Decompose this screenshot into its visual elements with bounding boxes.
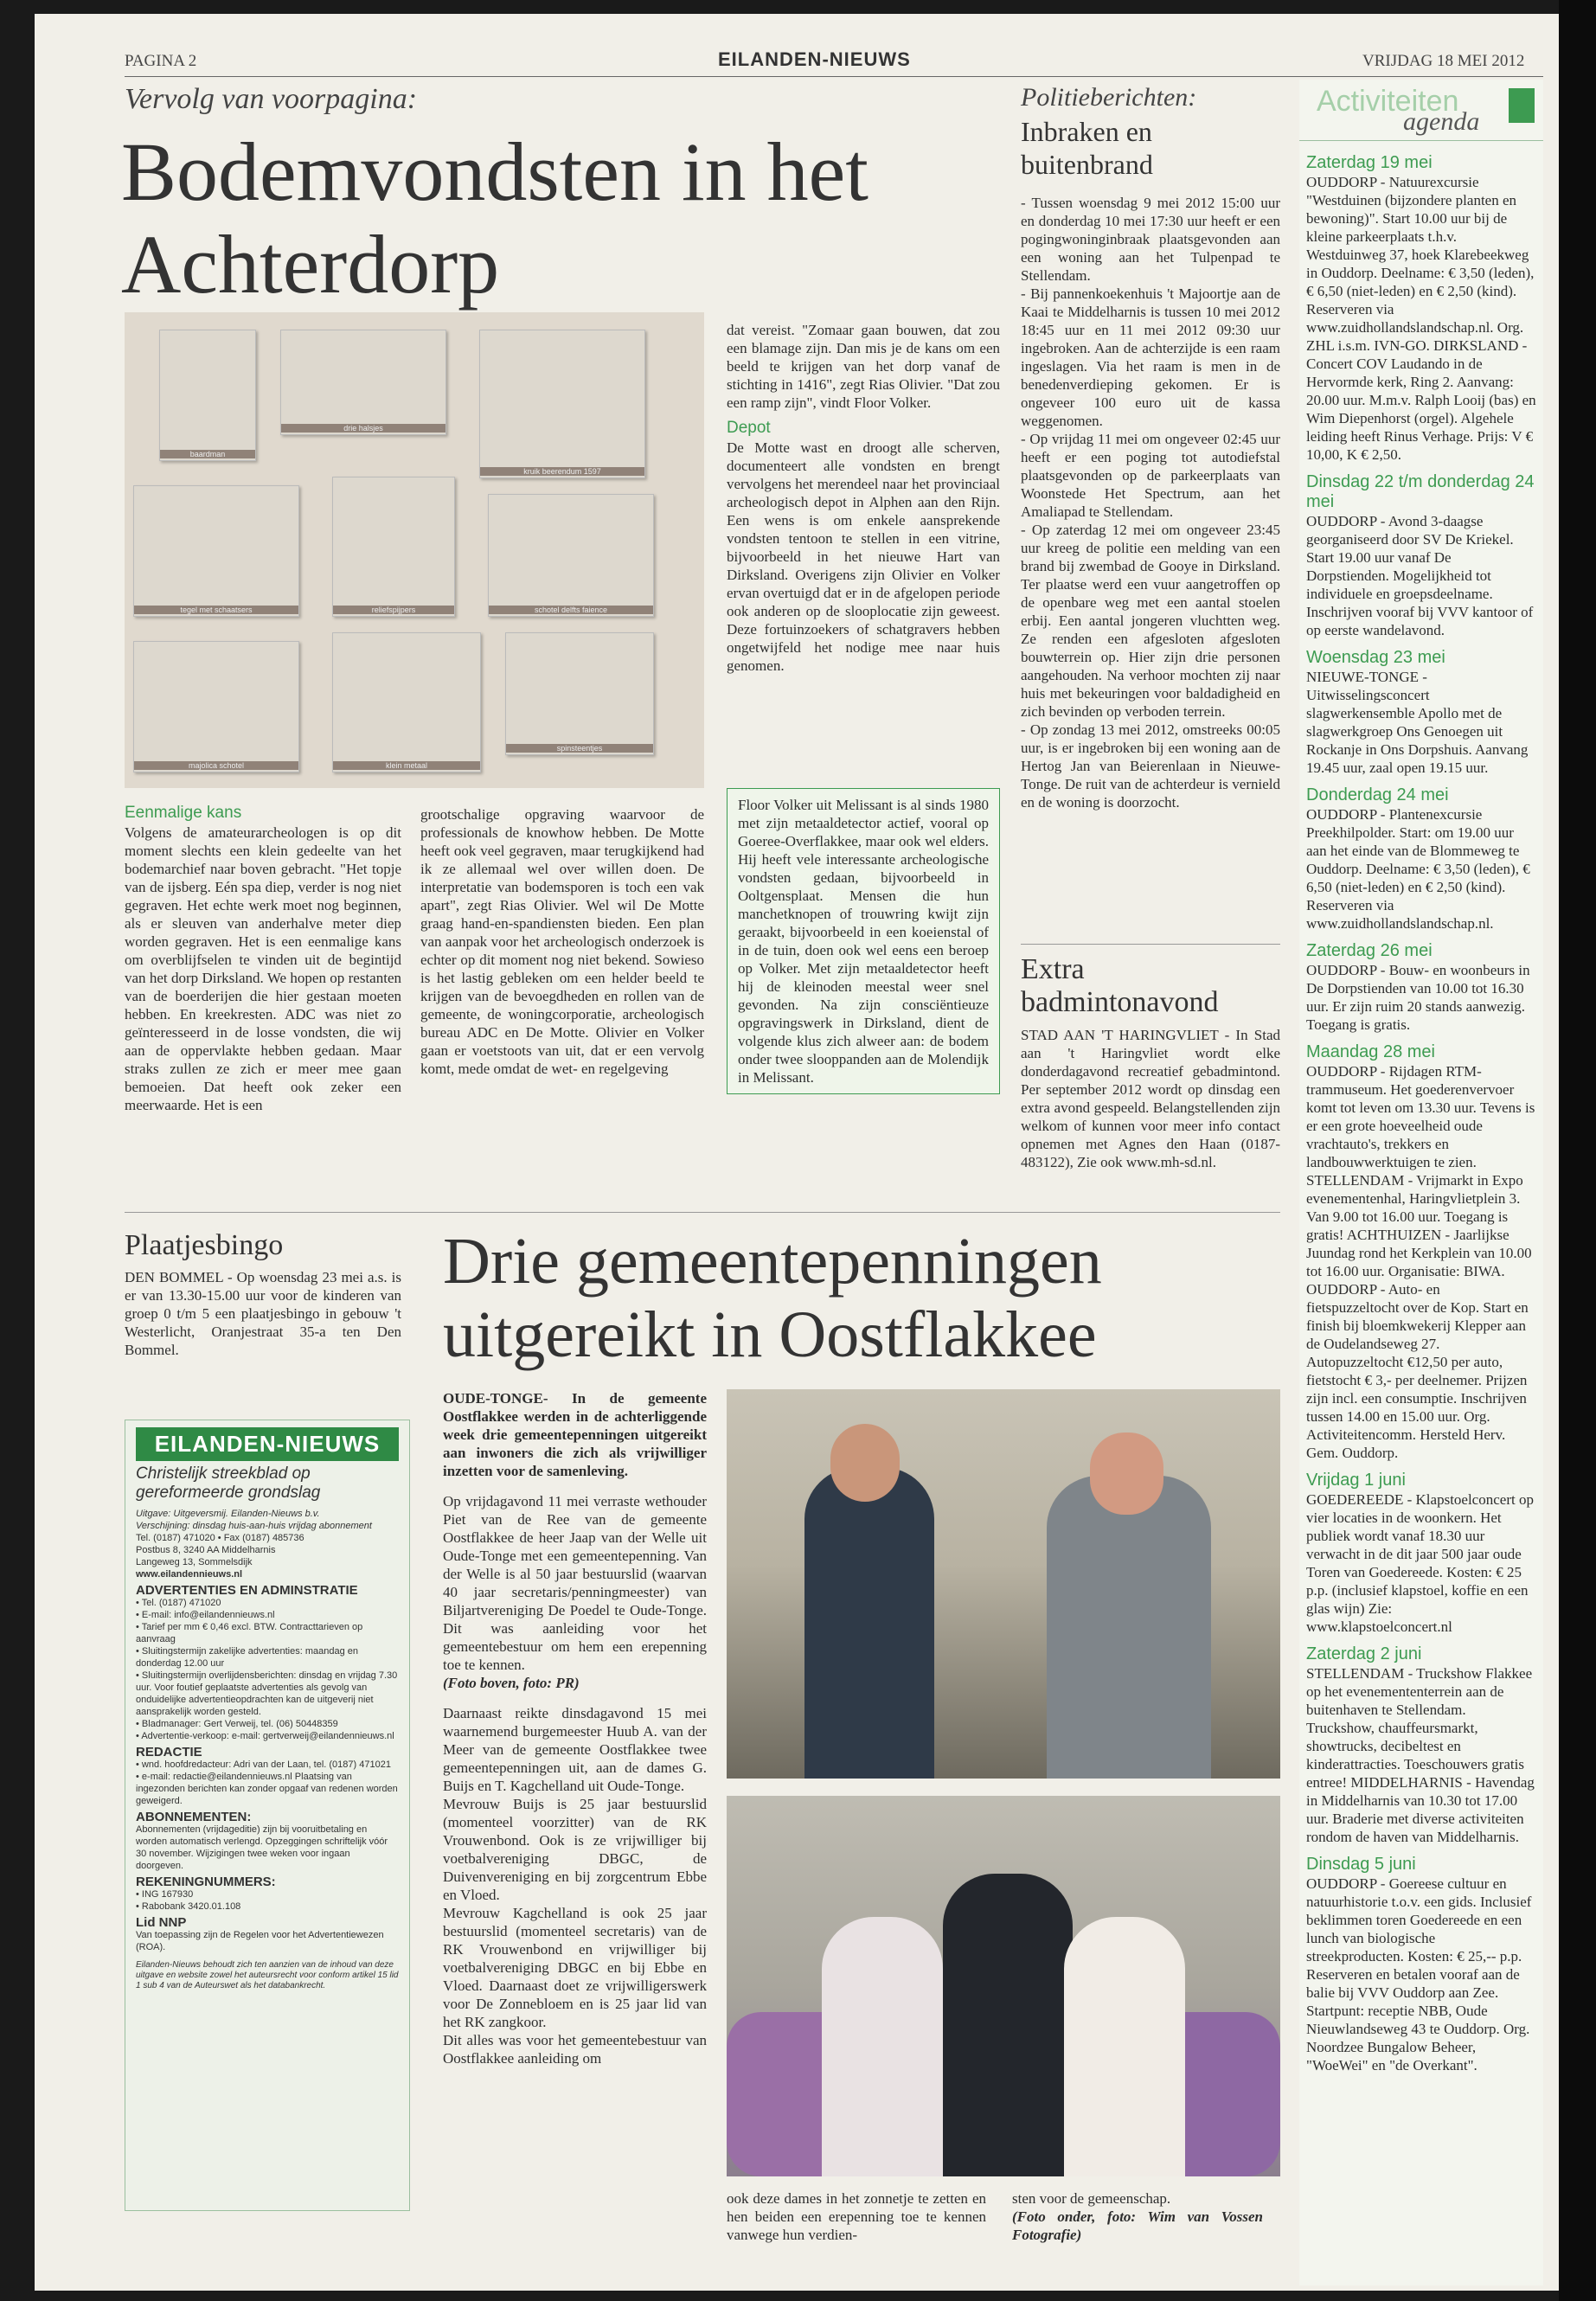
agenda-title-2: agenda (1403, 107, 1480, 136)
finds-collage (125, 312, 704, 788)
colophon-adv-item: • E-mail: info@eilandennieuws.nl (136, 1609, 399, 1621)
colophon-tagline-2: gereformeerde grondslag (136, 1484, 321, 1502)
agenda-text: OUDDORP - Rijdagen RTM-trammuseum. Het goederenvervoer komt tot leven om 13.30 uur. Tevens is er een grote hoeveelheid oude vrachtauto's, trekkers en landbouwwerktuigen te zien. STELLENDAM - Vrijmarkt in Expo evenementenhal, Haringvlietplein 3. Van 9.00 tot 16.00 uur. Toegang is gratis! ACHTHUIZEN - Jaarlijkse Juundag rond het Kerkplein van 10.00 tot 16.00 uur. Organisatie: BIWA. OUDDORP - Auto- en fietspuzzeltocht over de Kop. Start en finish bij bloemkwekerij Klepper aan de Oudelandseweg 27. Autopuzzeltocht €12,50 per auto, fietstocht € 3,- per deelnemer. Prijzen zijn incl. een consumptie. Inschrijven tussen 14.00 en 15.00 uur. Org. Activiteitencomm. Hersteld Herv. Gem. Ouddorp. (1306, 1063, 1535, 1461)
penningen-under-photo-b: sten voor de gemeenschap. (1012, 2190, 1171, 2207)
main-col3-top: dat vereist. "Zomaar gaan bouwen, dat zou een blamage zijn. Dan mis je de kans om een beeld te krijgen van het dorp vanaf de stichting in 1416", zegt Rias Olivier. "Dat zou een ramp zijn", vindt Floor Volker. (727, 322, 1000, 411)
agenda-date: Woensdag 23 mei (1306, 648, 1445, 667)
collage-tile-halsjes: drie halsjes (280, 330, 446, 435)
colophon-rek-item: • ING 167930 (136, 1888, 399, 1900)
colophon-adv-item: • Tel. (0187) 471020 (136, 1597, 399, 1609)
police-item: - Tussen woensdag 9 mei 2012 15:00 uur en donderdag 10 mei 17:30 uur heeft er een pogingwoninginbraak plaatsgevonden aan een woning aan het Tulpenpad te Stellendam. (1021, 195, 1280, 284)
person-face (1090, 1433, 1163, 1515)
agenda-text: GOEDEREEDE - Klapstoelconcert op vier locaties in de woonkern. Het publiek wordt vanaf 18.30 uur verwacht in de dit jaar 500 jaar oude Toren van Goedereede. Kosten: € 25 p.p. (inclusief klapstoel, koffie en een glas wijn) Zie: www.klapstoelconcert.nl (1306, 1491, 1534, 1635)
page-label: PAGINA 2 (125, 52, 197, 70)
main-col1 (125, 797, 401, 1114)
penningen-p1: Op vrijdagavond 11 mei verraste wethouder Piet van de Ree van de gemeente Oostflakkee de heer Jaap van der Welle uit Oude-Tonge met een gemeentepenning. Van der Welle is al 50 jaar bestuurslid (waarvan 40 jaar secretaris/penningmeester) van Biljartvereniging De Poedel te Oude-Tonge. Dit was aanleiding voor het gemeentebestuur om hem een erepenning toe te kennen. (443, 1493, 707, 1673)
penningen-caption-2: (Foto onder, foto: Wim van Vossen Fotografie) (1012, 2208, 1263, 2243)
agenda-date: Dinsdag 22 t/m donderdag 24 mei (1306, 472, 1535, 511)
main-col2-text: grootschalige opgraving waarvoor de professionals de knowhow hebben. De Motte heeft ook veel gegraven, maar terugkijkend had ik ze allemaal wel over willen doen. De interpretatie van bodemsporen is toch een vak apart", zegt Rias Olivier. Wel wil De Motte graag hand-en-spandiensten bieden. Een plan van aanpak voor het archeologisch onderzoek is echter op dit moment nog niet bekend. Sowieso is het lastig gebleken om een helder beeld te krijgen van de bevoegdheden en rollen van de gemeente, de woningcorporatie, archeologisch bureau ADC en De Motte. Olivier en Volker gaan er voetstoots van uit, dat er een vervolg komt, mede omdat de wet- en regelgeving (420, 806, 704, 1077)
colophon-tagline-1: Christelijk streekblad op (136, 1465, 311, 1483)
bingo-headline: Plaatjesbingo (125, 1229, 284, 1261)
agenda-title: Activiteiten (1317, 85, 1459, 118)
sub-eenmalige-kans: Eenmalige kans (125, 804, 242, 822)
volker-box-text: Floor Volker uit Melissant is al sinds 1980 met zijn metaaldetector actief, vooral op Goeree-Overflakkee, maar ook wel elders. Hij heeft vele interessante archeologische vondsten gedaan, bijvoorbeeld in Ooltgensplaat. Mensen die hun manchetknopen of trouwring kwijt zijn geraakt, bijvoorbeeld in een koeienstal of in de tuin, doen ook wel eens een beroep op Volker. Met zijn metaaldetector heeft hij de kleinoden meestal weer snel gevonden. Na zijn consciëntieuze opgravingswerk in Dirksland, dient de volgende klus zich alweer aan: de bodem onder twee slooppanden aan de Molendijk in Melissant. (738, 797, 989, 1086)
agenda-list (1299, 141, 1543, 2074)
main-headline-1: Bodemvondsten in het (121, 125, 869, 218)
police-kicker: Politieberichten: (1021, 83, 1197, 112)
agenda-date: Donderdag 24 mei (1306, 785, 1449, 804)
agenda-date: Dinsdag 5 juni (1306, 1855, 1416, 1874)
badminton-rule (1021, 944, 1280, 945)
police-item: - Op vrijdag 11 mei om ongeveer 02:45 uur heeft er een poging tot autodiefstal plaatsgevonden op de parkeerplaats van Woonstede Het Spectrum, aan het Amaliapad te Stellendam. (1021, 431, 1280, 520)
colophon-rek-item: • Rabobank 3420.01.108 (136, 1900, 399, 1913)
colophon-logo: EILANDEN-NIEUWS (136, 1427, 399, 1461)
penningen-column (443, 1389, 707, 2067)
penningen-under-photo-a: ook deze dames in het zonnetje te zetten en hen beiden een erepenning toe te kennen vanwege hun verdien- (727, 2190, 986, 2243)
person-figure (1047, 1476, 1211, 1779)
colophon-address-2: Langeweg 13, Sommelsdijk (136, 1557, 253, 1567)
sub-depot: Depot (727, 419, 771, 437)
penningen-p4: Mevrouw Kagchelland is ook 25 jaar bestuurslid (momenteel secretaris) van de RK Vrouwenbond en vrijwilliger bij voetbalvereniging DBGC en bij Ebbe en Vloed. Daarnaast doet ze vrijwilligerswerk voor De Zonnebloem en is 25 jaar lid van het RK zangkoor. (443, 1905, 707, 2030)
scan-edge (1559, 0, 1596, 2301)
calendar-icon (1509, 88, 1535, 123)
police-column (1021, 194, 1280, 811)
main-col2 (420, 805, 704, 1078)
colophon-red-item: • e-mail: redactie@eilandennieuws.nl Plaatsing van ingezonden berichten kan zonder opgaaf van redenen worden geweigerd. (136, 1771, 399, 1807)
penningen-headline-1: Drie gemeentepenningen (443, 1225, 1102, 1298)
agenda-text: OUDDORP - Bouw- en woonbeurs in De Dorpstienden van 10.00 tot 16.30 uur. Er zijn ruim 20 stands aanwezig. Toegang is gratis. (1306, 962, 1530, 1033)
colophon-adv-item: • Tarief per mm € 0,46 excl. BTW. Contracttarieven op aanvraag (136, 1621, 399, 1645)
colophon-verschijning: Verschijning: dinsdag huis-aan-huis vrijdag abonnement (136, 1521, 372, 1531)
colophon-h-adv: ADVERTENTIES EN ADMINSTRATIE (136, 1583, 358, 1598)
main-col1-text: Volgens de amateurarcheologen is op dit moment slechts een klein gedeelte van het bodemarchief naar boven gebracht. "Het topje van de ijsberg. Eén spa diep, verder is nog niet gegraven. Het echte werk moet nog beginnen, als er sleuven van anderhalve meter diep worden gegraven. Het is een eenmalige kans om overblijfselen te vinden uit de begintijd van het dorp Dirksland. We hopen op restanten van de boerderijen die hier gestaan moeten hebben. En kreekresten. ADC was niet zo geïnteresseerd in de losse vondsten, die wij aan de oppervlakte hebben gedaan. Maar straks zullen ze zich er meer mee gaan bemoeien. Dat heeft ook zeker een meerwaarde. Het is een (125, 824, 401, 1113)
penningen-under-photo-b-wrap (1012, 2189, 1263, 2244)
newspaper-page (35, 14, 1559, 2291)
colophon-adv-item: • Bladmanager: Gert Verweij, tel. (06) 50448359 (136, 1718, 399, 1730)
penningen-headline-2: uitgereikt in Oostflakkee (443, 1298, 1097, 1371)
header-rule (125, 76, 1543, 77)
collage-tile-baardman: baardman (159, 330, 256, 461)
bingo-text: DEN BOMMEL - Op woensdag 23 mei a.s. is er van 13.30-15.00 uur voor de kinderen van groep 0 t/m 5 een plaatjesbingo in gebouw 't Westerlicht, Oranjestraat 35-a ten Den Bommel. (125, 1269, 401, 1358)
collage-tile-majolica: majolica schotel (133, 641, 299, 772)
main-col3 (727, 321, 1000, 675)
header-date: VRIJDAG 18 MEI 2012 (1362, 52, 1525, 70)
agenda-text: NIEUWE-TONGE - Uitwisselingsconcert slagwerkensemble Apollo met de slagwerkgroep Ons Genoegen uit Rockanje in Ons Dorpshuis. Aanvang 19.45 uur, zaal open 19.15 uur. (1306, 669, 1529, 776)
colophon-nnp-text: Van toepassing zijn de Regelen voor het Advertentiewezen (ROA). (136, 1930, 384, 1952)
collage-tile-schotel: schotel delfts faience (488, 494, 654, 617)
penningen-lead: OUDE-TONGE- In de gemeente Oostflakkee werden in de achterliggende week drie gemeentepenningen uitgereikt aan inwoners die zich als vrijwilliger inzetten voor de samenleving. (443, 1390, 707, 1479)
masthead: EILANDEN-NIEUWS (718, 48, 911, 70)
agenda-text: OUDDORP - Plantenexcursie Preekhilpolder. Start: om 19.00 uur aan het einde van de Blommeweg te Ouddorp. Deelname: € 3,50 (leden), € 6,50 (niet-leden) en € 2,50 (kind). Reserveren via www.zuidhollandslandschap.nl. (1306, 806, 1530, 932)
main-headline-2: Achterdorp (121, 218, 500, 311)
photo-buijs-kagchelland (727, 1796, 1280, 2176)
colophon-h-nnp: Lid NNP (136, 1915, 187, 1930)
agenda-date: Zaterdag 19 mei (1306, 153, 1433, 172)
volker-box (727, 788, 1000, 1094)
collage-tile-metaal: klein metaal (332, 632, 481, 772)
agenda-text: OUDDORP - Natuurexcursie "Westduinen (bijzondere planten en bewoning)". Start 10.00 uur bij de kleine parkeerplaats t.h.v. Westduinweg 37, hoek Klarebeekweg in Ouddorp. Deelname: € 3,50 (leden), € 6,50 (niet-leden) en € 2,50 (kind). Reserveren via www.zuidhollandslandschap.nl. Org. ZHL i.s.m. IVN-GO. DIRKSLAND - Concert COV Laudando in de Hervormde kerk, Ring 2. Aanvang: 20.00 uur. M.m.v. Ralph Looij (bas) en Wim Diepenhorst (orgel). Algehele leiding heeft Rinus Verhage. Prijs: V € 10,00, K € 2,50. (1306, 174, 1536, 463)
agenda-date: Vrijdag 1 juni (1306, 1471, 1406, 1490)
police-item: - Op zondag 13 mei 2012, omstreeks 00:05 uur, is er ingebroken bij een woning aan de Hertog Jan van Beierenlaan in Nieuwe-Tonge. De ruit van de achterdeur is vernield en de woning is doorzocht. (1021, 721, 1280, 811)
colophon (125, 1420, 410, 2211)
agenda-date: Zaterdag 26 mei (1306, 941, 1433, 960)
colophon-adv-item: • Advertentie-verkoop: e-mail: gertverweij@eilandennieuws.nl (136, 1730, 399, 1742)
person-face (830, 1424, 900, 1502)
police-headline: Inbraken en buitenbrand (1021, 116, 1153, 180)
colophon-uitgave: Uitgave: Uitgeversmij. Eilanden-Nieuws b.v. (136, 1509, 320, 1519)
colophon-web[interactable]: www.eilandennieuws.nl (136, 1569, 243, 1580)
penningen-caption-1: (Foto boven, foto: PR) (443, 1675, 580, 1691)
penningen-p5: Dit alles was voor het gemeentebestuur van Oostflakkee aanleiding om (443, 2032, 707, 2067)
collage-tile-spinsteentjes: spinsteentjes (505, 632, 654, 755)
agenda-column (1299, 80, 1543, 2285)
colophon-red-item: • wnd. hoofdredacteur: Adri van der Laan, tel. (0187) 471021 (136, 1759, 399, 1771)
person-figure (1064, 1917, 1185, 2176)
colophon-abo-text: Abonnementen (vrijdageditie) zijn bij vooruitbetaling en worden automatisch verlengd. Opzeggingen schriftelijk vóór 30 november. Wijzigingen twee weken voor ingaan doorgeven. (136, 1824, 388, 1871)
agenda-text: OUDDORP - Avond 3-daagse georganiseerd door SV De Kriekel. Start 19.00 uur vanaf De Dorpstienden. Mogelijkheid tot individuele en groepsdeelname. Inschrijven vooraf bij VVV kantoor of op eerste wandelavond. (1306, 513, 1534, 638)
colophon-disclaimer: Eilanden-Nieuws behoudt zich ten aanzien van de inhoud van deze uitgave en website zowel het auteursrecht voor conform artikel 15 lid 1 sub 4 van de Auteurswet als het databankrecht. (136, 1960, 399, 1990)
person-figure (822, 1917, 943, 2176)
agenda-text: STELLENDAM - Truckshow Flakkee op het evenemententerrein aan de buitenhaven te Stellendam. Truckshow, chauffeursmarkt, showtrucks, decibeltest en kinderattracties. Toeschouwers gratis entree! MIDDELHARNIS - Havendag in Middelharnis van 10.30 tot 17.00 uur. Braderie met diverse activiteiten rondom de haven van Middelharnis. (1306, 1665, 1535, 1845)
badminton-headline: Extra badmintonavond (1021, 953, 1219, 1018)
colophon-adv-item: • Sluitingstermijn overlijdensberichten: dinsdag en vrijdag 7.30 uur. Voor foutief geplaatste advertenties als gevolg van onduidelijke advertentieopdrachten kan de uitgeverij niet aansprakelijk worden gesteld. (136, 1670, 399, 1718)
person-figure (943, 1874, 1073, 2176)
collage-tile-relief: reliefspijpers (332, 477, 455, 617)
agenda-text: OUDDORP - Goereese cultuur en natuurhistorie t.o.v. een gids. Inclusief beklimmen toren Goedereede en een lunch van biologische streekproducten. Kosten: € 25,-- p.p. Reserveren en betalen vooraf aan de balie bij VVV Ouddorp aan Zee. Startpunt: receptie NBB, Oude Nieuwlandseweg 43 te Ouddorp. Org. Noordzee Bungalow Beheer, "WoeWei" en "de Overkant". (1306, 1875, 1532, 2073)
collage-tile-kruik: kruik beerendum 1597 (479, 330, 645, 478)
colophon-adv-item: • Sluitingstermijn zakelijke advertenties: maandag en donderdag 12.00 uur (136, 1645, 399, 1670)
police-item: - Bij pannenkoekenhuis 't Majoortje aan de Kaai te Middelharnis is tussen 10 mei 2012 18:45 uur en 11 mei 2012 09:30 uur ingebroken. Aan de achterzijde is een raam ingeslagen. Via het raam is men in de benedenverdieping gekomen. Er is ongeveer 100 euro uit de kassa weggenomen. (1021, 285, 1280, 429)
penningen-p3: Mevrouw Buijs is 25 jaar bestuurslid (momenteel voorzitter) van de RK Vrouwenbond. Ook is ze vrijwilliger bij voetbalvereniging DBGC, de Duivenvereniging en bij zorgcentrum Ebbe en Vloed. (443, 1796, 707, 1903)
photo-van-der-welle (727, 1389, 1280, 1779)
colophon-address-1: Postbus 8, 3240 AA Middelharnis (136, 1545, 276, 1555)
agenda-date: Maandag 28 mei (1306, 1042, 1435, 1061)
agenda-date: Zaterdag 2 juni (1306, 1644, 1422, 1663)
agenda-header (1299, 80, 1543, 141)
badminton-text: STAD AAN 'T HARINGVLIET - In Stad aan 't Haringvliet wordt elke donderdagavond recreatief gebadmintond. Per september 2012 wordt op dinsdag een extra avond gespeeld. Belangstellenden zijn welkom of kunnen voor meer info contact opnemen met Agnes den Haan (0187-483122), Zie ook www.mh-sd.nl. (1021, 1027, 1280, 1170)
penningen-p2: Daarnaast reikte dinsdagavond 15 mei waarnemend burgemeester Huub A. van der Meer van de gemeente Oostflakkee twee gemeentepenningen uit, aan de dames G. Buijs en T. Kagchelland uit Oude-Tonge. (443, 1705, 707, 1794)
main-kicker: Vervolg van voorpagina: (125, 83, 418, 115)
colophon-contact: Tel. (0187) 471020 • Fax (0187) 485736 (136, 1533, 304, 1543)
person-figure (804, 1467, 934, 1779)
main-col3-mid: De Motte wast en droogt alle scherven, documenteert alle vondsten en brengt vervolgens het merendeel naar het provinciaal archeologisch depot in Alphen aan den Rijn. Een wens is om enkele aansprekende vondsten tentoon te stellen in een vitrine, bijvoorbeeld in het nieuwe Hart van Dirksland. Overigens zijn Olivier en Volker ervan overtuigd dat er in de afgelopen periode ook anderen op de slooplocatie zijn geweest. Deze fortuinzoekers of schatgravers hebben ongetwijfeld het nodige mee naar huis genomen. (727, 439, 1000, 674)
police-item: - Op zaterdag 12 mei om ongeveer 23:45 uur kreeg de politie een melding van een brand bij zwembad de Gooye in Dirksland. Ter plaatse werd een vuur aangetroffen op de openbare weg met een aantal stoelen erbij. Een aantal jongeren vluchtten weg. Ze renden een afgesloten afgesloten bouwterrein op. Hier zijn drie personen aangehouden. Na verhoor mochten zij naar huis met bekeuringen voor baldadigheid en zich bevinden op verboden terrein. (1021, 522, 1280, 720)
colophon-h-abo: ABONNEMENTEN: (136, 1810, 252, 1824)
colophon-details (136, 1508, 399, 1991)
colophon-h-rek: REKENINGNUMMERS: (136, 1875, 276, 1889)
collage-tile-tegel: tegel met schaatsers (133, 485, 299, 617)
section-rule (125, 1212, 1280, 1213)
colophon-h-red: REDACTIE (136, 1745, 202, 1759)
